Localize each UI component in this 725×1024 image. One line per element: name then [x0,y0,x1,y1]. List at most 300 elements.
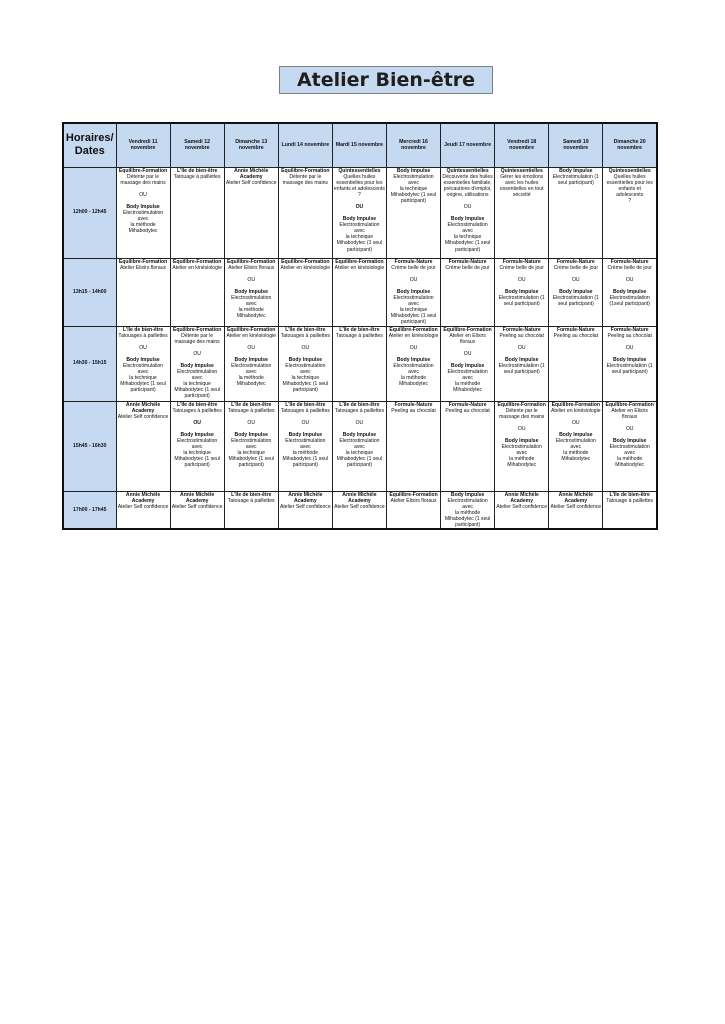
activity-text: OU [463,350,472,357]
activity-text: Mihabodytec (1 seul [390,191,437,198]
activity-title: Equilibre-Formation [389,326,438,333]
activity-text: Atelier Elixirs floraux [228,264,275,271]
activity-title: L'île de bien-être [339,401,380,408]
activity-title: Equilibre-Formation [118,258,168,265]
day-header-line: novembre [509,145,535,152]
day-header-line: novembre [617,145,643,152]
activity-text: participant) [400,197,427,204]
activity-text: sécurité [512,191,531,198]
activity-text: Electrostimulation avec [285,362,326,375]
day-header [116,123,170,167]
activity-text: la méthode [455,509,481,516]
activity-text: Mihabodytec (1 seul [174,456,220,463]
activity-title: Annie Michèle [125,401,161,408]
activity-text: Electrostimulation (1 [552,294,599,301]
activity-text: participant) [292,462,318,469]
activity-title: Academy [564,497,588,504]
activity-text: Atelier Self confidence [334,503,385,510]
activity-text: participant) [184,393,210,400]
activity-title: Academy [510,497,534,504]
activity-text: OU [355,419,364,426]
day-header [278,123,332,167]
activity-text: Atelier en Elixirs floraux [449,332,486,345]
day-header-line: Dimanche 13 [235,139,268,146]
day-header [549,123,603,167]
activity-text: Tatouages à paillettes [172,407,222,414]
activity-title: L'île de bien-être [339,326,380,333]
activity-title: Body Impulse [342,216,377,223]
activity-text: Tatouages à paillettes [118,332,168,339]
activity-text: OU [517,425,526,432]
activity-cell [170,401,224,491]
activity-text: Quelles huiles [613,173,646,180]
day-header [386,123,440,167]
activity-text: la technique [453,234,482,241]
time-slot-label: 15h45 - 16h30 [63,401,116,491]
activity-text: précautions d'emploi, [443,185,492,192]
activity-cell [224,167,278,258]
activity-text: Electrostimulation avec [555,437,596,450]
activity-text: la technique [291,375,320,382]
activity-title: Equilibre-Formation [227,326,276,333]
activity-text: Atelier Self confidence [171,503,223,510]
activity-text: la technique [129,375,157,382]
activity-cell [549,401,603,491]
activity-title: Annie Michèle [504,491,539,498]
activity-text: Electrostimulation avec [339,437,380,450]
activity-text: Peeling au chocolat [445,407,490,414]
activity-cell [116,258,170,326]
activity-text: Atelier en kinésiologie [172,264,222,271]
activity-title: Academy [185,497,209,504]
activity-title: Academy [348,497,371,504]
activity-title: Annie Michèle [288,491,323,498]
activity-title: Equilibre-Formation [281,167,330,174]
activity-text: OU [247,276,256,283]
activity-title: Body Impulse [450,362,485,369]
activity-text: Atelier en kinésiologie [388,332,439,339]
activity-text: Tatouage à paillettes [227,407,275,414]
activity-text: Electrostimulation avec [122,362,164,375]
activity-cell [495,401,549,491]
activity-title: Annie Michèle [180,491,215,498]
activity-cell [549,491,603,529]
activity-text: la technique [399,185,428,192]
activity-text: OU [409,344,418,351]
activity-text: la technique [183,450,211,457]
activity-text: OU [463,203,472,210]
activity-title: L'île de bien-être [231,401,272,408]
activity-text: Mihabodytec [615,462,645,469]
activity-text: essentielles familiale, [443,179,492,186]
activity-title: L'île de bien-être [122,326,164,333]
activity-text: OU [625,344,634,351]
activity-text: Atelier Self confidence [496,503,548,510]
activity-text: OU [139,344,147,351]
activity-title: Body Impulse [288,356,323,363]
activity-text: OU [625,276,634,283]
activity-title: Formule-Nature [556,258,595,265]
activity-text: Tatouage à paillettes [606,497,654,504]
activity-text: OU [517,344,526,351]
activity-text: essentielles pour les [336,179,383,186]
activity-text: Atelier en kinésiologie [334,264,385,271]
corner-line: Dates [74,145,105,158]
activity-title: Equilibre-Formation [605,401,654,408]
activity-title: Equilibre-Formation [443,326,492,333]
day-header-line: Samedi 19 novembre [562,139,589,152]
activity-cell [603,167,657,258]
activity-text: Mihabodytec [128,228,158,235]
activity-text: Electrostimulation [609,294,650,301]
activity-text: OU [409,276,418,283]
activity-title: Annie Michèle [558,491,593,498]
activity-text: Electrostimulation (1 [606,362,653,369]
activity-cell [441,167,495,258]
activity-text: seul participant) [611,368,648,375]
schedule-table [62,122,658,530]
day-header-line: Vendredi 11 [128,139,158,146]
activity-cell [278,491,332,529]
activity-cell [170,167,224,258]
activity-cell [116,401,170,491]
activity-text: Atelier Self confidence [279,503,331,510]
activity-text: Atelier Elixirs floraux [390,497,437,504]
activity-cell [603,491,657,529]
page-title: Atelier Bien-être [279,66,493,94]
activity-cell [116,167,170,258]
time-slot-label: 13h15 - 14h00 [63,258,116,326]
activity-title: Annie Michèle [342,491,377,498]
activity-text: massage des mains [499,413,545,420]
activity-text: ? [628,197,632,204]
activity-text: Crème belle de jour [553,264,599,271]
activity-text: la méthode [238,307,264,314]
day-header-line: Jeudi 17 novembre [444,142,492,149]
activity-text: origine, utilisations [446,191,489,198]
activity-text: Crème belle de jour [391,264,436,271]
activity-text: OU [301,419,310,426]
activity-title: Equilibre-Formation [389,491,438,498]
day-header-line: Dimanche 20 [613,139,646,146]
activity-text: massage des mains [174,338,220,345]
activity-cell [170,491,224,529]
activity-text: Tatouages à paillettes [280,407,330,414]
activity-cell [603,326,657,401]
activity-text: participant) [400,319,427,326]
activity-text: Electrostimulation avec [393,294,434,307]
activity-title: Body Impulse [612,356,647,363]
activity-title: OU [193,419,201,426]
activity-text: Mihabodytec (1 seul [282,381,329,388]
activity-title: Body Impulse [180,431,214,438]
activity-text: Mihabodytec (1 seul [336,240,383,247]
activity-text: avec les huiles [504,179,539,186]
activity-cell [386,401,440,491]
activity-text: Détente par le [505,407,538,414]
activity-text: la technique [183,381,211,388]
activity-title: Body Impulse [180,362,214,369]
activity-text: Atelier en kinésiologie [280,264,331,271]
activity-title: Body Impulse [126,356,160,363]
activity-title: Quintessentielles [500,167,543,174]
activity-text: OU [247,344,256,351]
activity-text: Electrostimulation avec [177,368,218,382]
activity-cell [441,326,495,401]
activity-text: Electrostimulation (1 [552,173,599,180]
activity-cell [224,491,278,529]
header-row [63,123,657,167]
activity-text: Mihabodytec (1 seul [390,313,437,320]
activity-cell [332,401,386,491]
activity-text: la technique [237,450,265,457]
activity-text: Peeling au chocolat [607,332,652,339]
activity-text: Electrostimulation (1 [498,362,545,369]
activity-text: seul participant) [503,368,540,375]
activity-text: Electrostimulation avec [231,294,272,307]
activity-text: massage des mains [120,179,166,186]
activity-text: Peeling au chocolat [499,332,544,339]
activity-text: la technique [399,307,428,314]
activity-title: Academy [131,407,155,414]
activity-title: Body Impulse [450,216,485,223]
time-slot-label: 12h00 - 12h45 [63,167,116,258]
activity-text: la technique [345,450,374,457]
activity-text: OU [625,425,634,432]
activity-title: Body Impulse [612,437,647,444]
activity-cell [495,167,549,258]
activity-text: participant) [130,387,156,394]
activity-cell [224,258,278,326]
activity-text: OU [571,276,580,283]
activity-text: Découverte des huiles [442,173,493,180]
activity-text: Electrostimulation avec [231,362,272,375]
activity-title: Body Impulse [234,288,268,295]
activity-title: Equilibre-Formation [118,167,168,174]
activity-title: Body Impulse [396,167,431,174]
activity-text: la méthode [617,456,643,463]
activity-text: Atelier Self confidence [225,179,277,186]
activity-text: Atelier Self confidence [117,413,169,420]
activity-title: Quintessentielles [446,167,489,174]
activity-text: la méthode [292,450,318,457]
activity-text: Gérer les émotions [500,173,544,180]
activity-title: Body Impulse [126,203,160,210]
activity-title: Equilibre-Formation [335,258,384,265]
activity-title: Formule-Nature [448,401,487,408]
activity-title: Equilibre-Formation [172,258,222,265]
activity-text: Mihabodytec [399,381,428,388]
activity-text: Tatouage à paillettes [336,332,383,339]
activity-text: OU [301,344,310,351]
activity-text: Atelier en kinésiologie [226,332,277,339]
activity-text: Atelier Elixirs floraux [119,264,167,271]
day-header [224,123,278,167]
activity-title: L'île de bien-être [285,401,326,408]
activity-text: Electrostimulation avec [339,222,380,235]
activity-cell [603,258,657,326]
activity-text: enfants et adolescents ? [333,185,385,198]
activity-cell [116,326,170,401]
activity-text: participant) [455,521,481,528]
activity-text: la méthode [509,456,535,463]
day-header-line: Samedi 12 novembre [184,139,210,152]
activity-text: Electrostimulation avec [393,362,434,375]
activity-text: (1seul participant) [609,300,650,307]
day-header-line: novembre [238,145,264,152]
time-slot-row [63,258,657,326]
activity-title: Formule-Nature [448,258,487,265]
activity-text: Tatouage à paillettes [227,497,275,504]
activity-cell [278,401,332,491]
activity-title: Body Impulse [505,288,539,295]
activity-title: L'île de bien-être [609,491,650,498]
activity-title: Equilibre-Formation [172,326,222,333]
activity-cell [386,167,440,258]
activity-text: Crème belle de jour [499,264,544,271]
day-header-line: Mercredi 16 [399,139,428,146]
activity-text: Atelier Self confidence [117,503,169,510]
activity-title: Body Impulse [559,167,593,174]
activity-title: Quintessentielles [608,167,651,174]
activity-text: Mihabodytec [236,313,266,320]
activity-cell [224,326,278,401]
time-slot-label: 14h30 - 15h15 [63,326,116,401]
activity-cell [170,326,224,401]
activity-text: la méthode [400,375,427,382]
activity-cell [549,326,603,401]
activity-title: Equilibre-Formation [227,258,276,265]
activity-text: Electrostimulation avec [122,209,164,223]
activity-title: L'île de bien-être [177,401,218,408]
activity-text: seul participant) [557,300,594,307]
activity-title: Body Impulse [288,431,323,438]
activity-cell [116,491,170,529]
activity-title: Formule-Nature [394,258,433,265]
activity-text: essentielles en tout [499,185,544,192]
activity-text: Mihabodytec [236,381,266,388]
activity-title: Academy [239,173,263,180]
activity-text: seul participant) [557,179,594,186]
activity-text: participant) [346,462,373,469]
activity-text: Détente par le [289,173,322,180]
activity-cell [495,326,549,401]
day-header [170,123,224,167]
activity-text: OU [193,350,201,357]
day-header [332,123,386,167]
activity-cell [332,326,386,401]
activity-text: Crème belle de jour [607,264,652,271]
activity-title: Equilibre-Formation [497,401,546,408]
activity-title: Annie Michèle [125,491,161,498]
activity-text: Tatouages à paillettes [280,332,330,339]
activity-title: Formule-Nature [610,326,649,333]
activity-text: Tatouage à paillettes [173,173,221,180]
activity-title: L'île de bien-être [177,167,218,174]
activity-text: Mihabodytec [561,456,591,463]
activity-text: Détente par le [181,332,214,339]
activity-text: Mihabodytec (1 seul [120,381,166,388]
activity-text: participant) [346,246,373,253]
activity-text: Quelles huiles [343,173,376,180]
activity-text: Electrostimulation avec [447,222,488,235]
corner-line: Horaires/ [65,132,114,145]
activity-text: participant) [238,462,264,469]
time-slot-row [63,491,657,529]
activity-cell [386,326,440,401]
activity-cell [495,491,549,529]
activity-cell [278,258,332,326]
activity-cell [170,258,224,326]
activity-text: la méthode [238,375,264,382]
activity-title: Formule-Nature [394,401,433,408]
activity-title: Body Impulse [612,288,647,295]
activity-text: Mihabodytec (1 seul [336,456,383,463]
activity-cell [332,491,386,529]
day-header [495,123,549,167]
activity-cell [603,401,657,491]
activity-text: Mihabodytec (1 seul [228,456,275,463]
activity-text: Electrostimulation avec [609,443,650,457]
activity-cell [278,167,332,258]
activity-cell [441,491,495,529]
activity-text: Electrostimulation avec [447,368,488,382]
activity-cell [495,258,549,326]
activity-text: la méthode [130,222,156,229]
activity-text: Mihabodytec (1 seul [282,456,329,463]
activity-text: enfants et adolescents [616,185,644,198]
activity-text: Mihabodytec (1 seul [444,515,491,522]
activity-title: Academy [294,497,317,504]
activity-title: Formule-Nature [610,258,649,265]
day-header-line: Mardi 15 novembre [335,142,384,149]
activity-cell [386,491,440,529]
activity-text: Mihabodytec (1 seul [174,387,220,394]
day-header-line: Vendredi 18 [507,139,537,146]
activity-cell [224,401,278,491]
activity-text: la méthode [563,450,589,457]
activity-text: la méthode [455,381,481,388]
activity-cell [549,167,603,258]
activity-title: Body Impulse [559,288,593,295]
activity-text: Atelier en Elixirs floraux [611,407,648,420]
activity-text: Electrostimulation avec [285,437,326,450]
activity-title: Body Impulse [234,431,268,438]
activity-title: Body Impulse [505,356,539,363]
activity-text: OU [139,191,147,198]
activity-cell [278,326,332,401]
activity-text: Peeling au chocolat [391,407,436,414]
day-header-line: novembre [401,145,426,152]
activity-text: OU [517,276,526,283]
activity-text: Electrostimulation avec [231,437,272,450]
activity-title: OU [355,203,364,210]
activity-cell [441,258,495,326]
activity-text: massage des mains [282,179,328,186]
activity-text: participant) [292,387,318,394]
day-header-line: novembre [130,145,156,152]
activity-text: Electrostimulation (1 [498,294,545,301]
activity-title: Formule-Nature [556,326,595,333]
activity-text: Détente par le [127,173,160,180]
schedule-body [63,167,657,529]
activity-text: Tatouages à paillettes [334,407,385,414]
activity-text: Crème belle de jour [445,264,490,271]
activity-title: Academy [131,497,155,504]
activity-text: Electrostimulation avec [177,437,218,450]
time-slot-row [63,401,657,491]
day-header-line: Lundi 14 novembre [281,142,330,149]
